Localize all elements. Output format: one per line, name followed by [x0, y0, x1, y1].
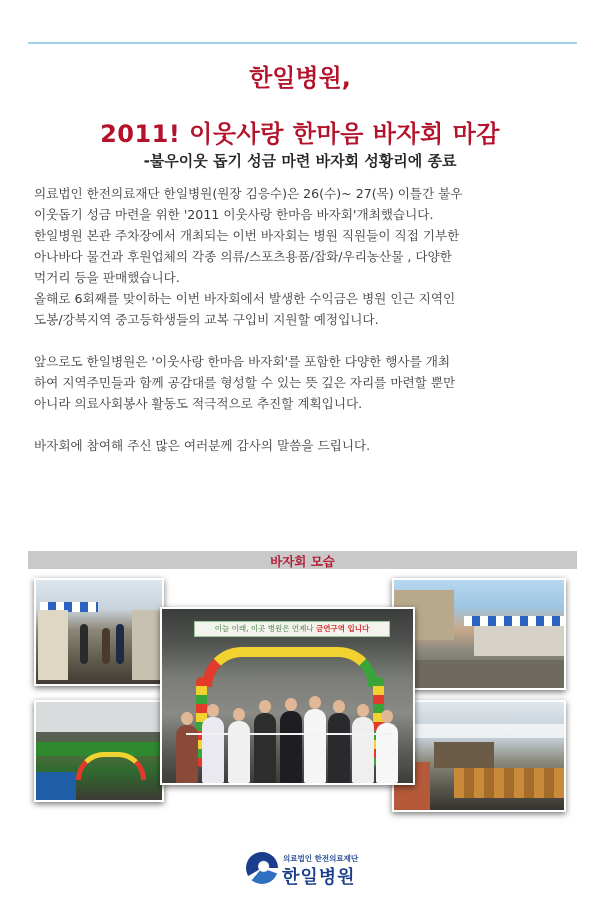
logo-foundation-text: 의료법인 한전의료재단: [283, 854, 359, 863]
top-divider: [28, 42, 577, 44]
hospital-emblem-icon: [246, 852, 278, 884]
body-line: 먹거리 등을 판매했습니다.: [34, 270, 180, 285]
photo-bazaar-street: [34, 578, 164, 686]
photo-section-header: [28, 551, 577, 569]
closing-line: 바자회에 참여해 주신 많은 여러분께 감사의 말씀을 드립니다.: [34, 438, 371, 453]
title-line-2: 2011! 이웃사랑 한마음 바자회 마감: [100, 120, 500, 148]
subtitle: -불우이웃 돕기 성금 마련 바자회 성황리에 종료: [143, 152, 457, 170]
hanil-hospital-logo[interactable]: [246, 848, 361, 888]
body-line: 하여 지역주민들과 함께 공감대를 형성할 수 있는 뜻 깊은 자리를 마련할 뿐만: [34, 375, 456, 390]
body-line: 아나바다 물건과 후원업체의 각종 의류/스포츠용품/잡화/우리농산물 , 다양한: [34, 249, 452, 264]
photo-garage-entrance: [34, 700, 164, 802]
article-body: [34, 183, 568, 456]
no-smoking-banner: 이늘 이래, 이곳 병원은 언제나 금연구역 입니다: [194, 621, 390, 637]
body-line: 한일병원 본관 주차장에서 개최되는 이번 바자회는 병원 직원들이 직접 기부한: [34, 228, 460, 243]
logo-hospital-name: 한일병원: [282, 867, 356, 888]
photo-stalls-tents: [392, 578, 566, 690]
body-line: 도봉/강북지역 중고등학생들의 교복 구입비 지원할 예정입니다.: [34, 312, 379, 327]
body-line: 앞으로도 한일병원은 '이웃사랑 한마음 바자회'를 포함한 다양한 행사를 개최: [34, 354, 451, 369]
title-line-1: 한일병원,: [249, 64, 351, 92]
body-line: 올해로 6회째를 맞이하는 이번 바자회에서 발생한 수익금은 병원 인근 지역인: [34, 291, 456, 306]
body-line: 의료법인 한전의료재단 한일병원(원장 김응수)은 26(수)~ 27(목) 이틀간 불우: [34, 186, 463, 201]
photo-ribbon-cutting: [160, 607, 415, 785]
body-line: 이웃돕기 성금 마련을 위한 '2011 이웃사랑 한마음 바자회'개최했습니다.: [34, 207, 434, 222]
photo-produce-stall: [392, 700, 566, 812]
body-line: 아니라 의료사회봉사 활동도 적극적으로 추진할 계획입니다.: [34, 396, 363, 411]
photo-section-label: 바자회 모습: [270, 554, 335, 569]
